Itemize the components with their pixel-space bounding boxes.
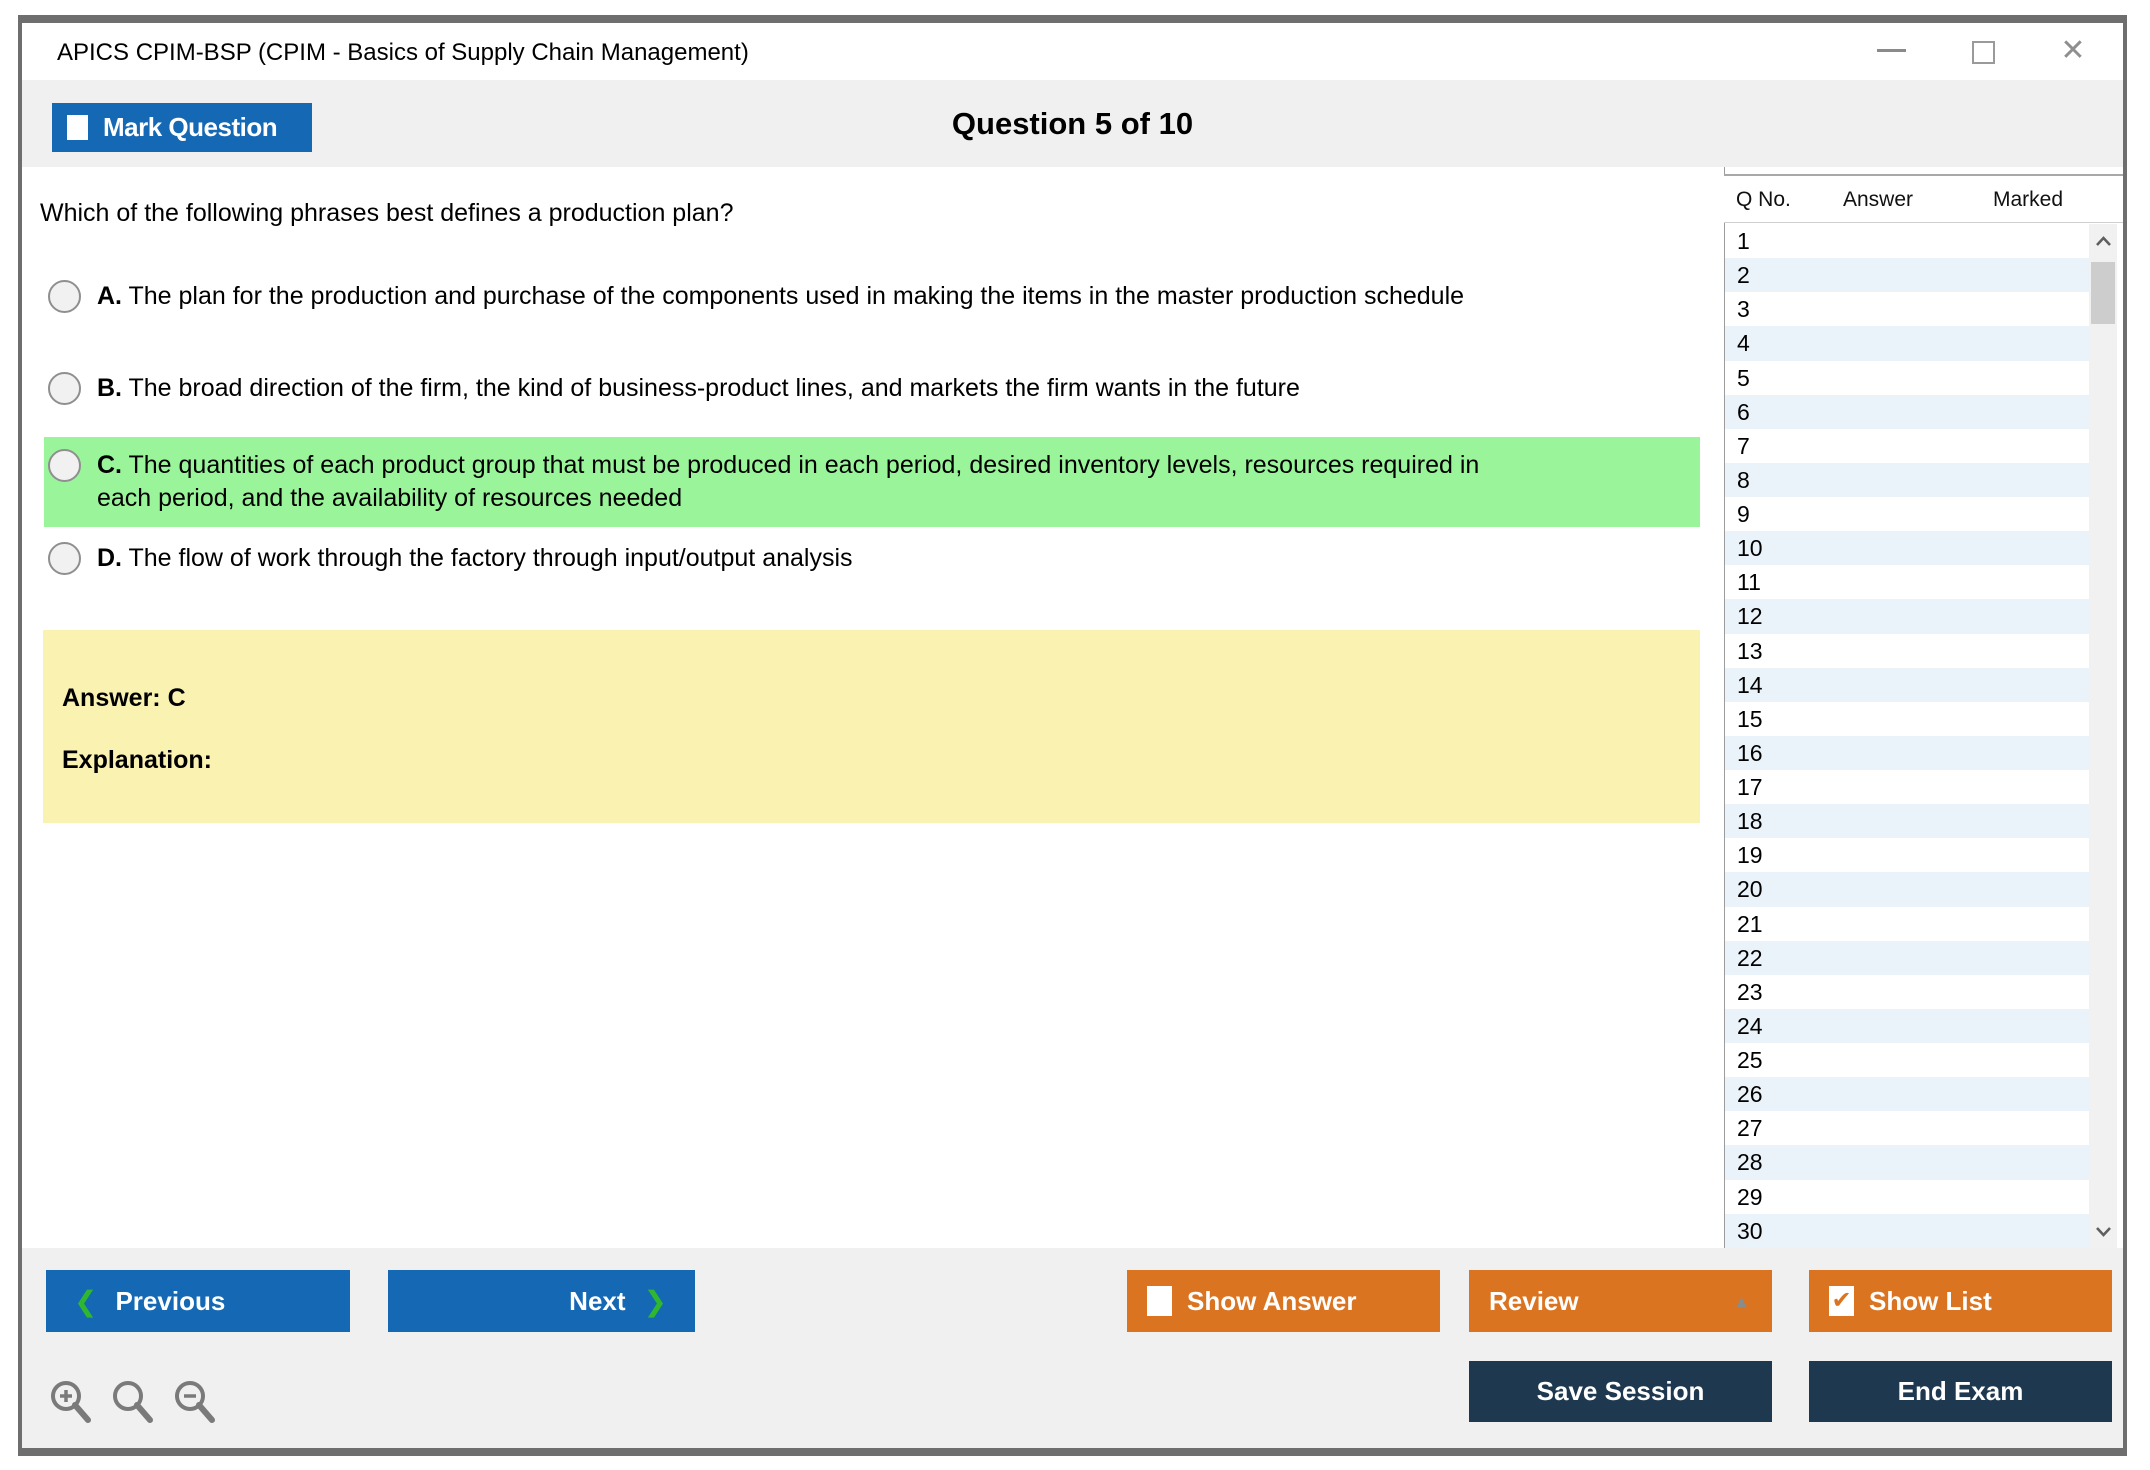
previous-label: Previous	[115, 1285, 226, 1316]
table-row[interactable]: 30	[1725, 1214, 2089, 1248]
checkmark-icon: ✔	[1831, 1287, 1852, 1314]
explanation-label: Explanation:	[62, 746, 213, 774]
show-answer-label: Show Answer	[1187, 1285, 1357, 1316]
title-bar	[22, 23, 2123, 80]
table-row[interactable]: 10	[1725, 531, 2089, 565]
option-b[interactable]	[44, 368, 1700, 409]
close-icon[interactable]: ✕	[2060, 34, 2086, 67]
review-button[interactable]	[1469, 1270, 1772, 1332]
table-row[interactable]: 19	[1725, 838, 2089, 872]
option-c-radio[interactable]	[48, 449, 81, 482]
table-row[interactable]: 25	[1725, 1043, 2089, 1077]
table-row[interactable]: 2	[1725, 258, 2089, 292]
question-list	[1725, 224, 2089, 1248]
table-row[interactable]: 16	[1725, 736, 2089, 770]
table-row[interactable]: 13	[1725, 634, 2089, 668]
table-row[interactable]: 8	[1725, 463, 2089, 497]
magnifier-icon[interactable]	[110, 1378, 160, 1430]
previous-button[interactable]	[46, 1270, 350, 1332]
option-a-radio[interactable]	[48, 280, 81, 313]
option-a[interactable]	[44, 276, 1700, 317]
show-list-checkbox[interactable]	[1829, 1286, 1854, 1316]
chevron-left-icon: ❮	[74, 1285, 98, 1317]
table-row[interactable]: 9	[1725, 497, 2089, 531]
option-a-text: A. The plan for the production and purchase of the components used in making the items in the master production schedule	[97, 282, 1465, 310]
table-row[interactable]: 20	[1725, 872, 2089, 906]
table-row[interactable]: 23	[1725, 975, 2089, 1009]
table-row[interactable]: 14	[1725, 668, 2089, 702]
table-row[interactable]: 26	[1725, 1077, 2089, 1111]
mark-question-label: Mark Question	[103, 112, 278, 142]
table-row[interactable]: 17	[1725, 770, 2089, 804]
scroll-up-icon[interactable]	[2089, 224, 2117, 258]
table-row[interactable]: 7	[1725, 429, 2089, 463]
save-session-button[interactable]	[1469, 1361, 1772, 1422]
option-c-text: C. The quantities of each product group that must be produced in each period, desired inventory levels, resources required in each period, and the availability of resources needed	[97, 451, 1480, 512]
question-list-header	[1724, 174, 2123, 223]
table-row[interactable]: 3	[1725, 292, 2089, 326]
next-button[interactable]	[388, 1270, 695, 1332]
table-row[interactable]: 1	[1725, 224, 2089, 258]
table-row[interactable]: 15	[1725, 702, 2089, 736]
option-d-radio[interactable]	[48, 542, 81, 575]
table-row[interactable]: 29	[1725, 1180, 2089, 1214]
show-answer-button[interactable]	[1127, 1270, 1440, 1332]
table-row[interactable]: 6	[1725, 395, 2089, 429]
chevron-right-icon: ❯	[643, 1285, 667, 1317]
table-row[interactable]: 11	[1725, 565, 2089, 599]
scrollbar[interactable]	[2089, 224, 2117, 1248]
scroll-down-icon[interactable]	[2089, 1214, 2117, 1248]
column-answer: Answer	[1843, 188, 1914, 211]
show-list-button[interactable]	[1809, 1270, 2112, 1332]
option-b-radio[interactable]	[48, 372, 81, 405]
answer-explanation-panel	[43, 630, 1700, 823]
option-d[interactable]	[44, 538, 1700, 579]
option-b-text: B. The broad direction of the firm, the kind of business-product lines, and markets the firm wants in the future	[97, 374, 1300, 402]
maximize-icon[interactable]	[1972, 41, 1995, 64]
zoom-out-icon[interactable]	[172, 1378, 222, 1430]
table-row[interactable]: 21	[1725, 907, 2089, 941]
option-d-text: D. The flow of work through the factory through input/output analysis	[97, 544, 853, 572]
review-label: Review	[1489, 1285, 1579, 1316]
table-row[interactable]: 27	[1725, 1111, 2089, 1145]
zoom-in-icon[interactable]	[48, 1378, 98, 1430]
column-marked: Marked	[1993, 188, 2064, 211]
zoom-toolbar	[48, 1378, 222, 1430]
question-text: Which of the following phrases best defines a production plan?	[40, 199, 734, 227]
next-label: Next	[569, 1285, 626, 1316]
show-answer-checkbox[interactable]	[1147, 1286, 1172, 1316]
option-c[interactable]	[44, 437, 1700, 527]
window-title: APICS CPIM-BSP (CPIM - Basics of Supply Chain Management)	[57, 39, 749, 66]
answer-value: Answer: C	[62, 684, 186, 712]
table-row[interactable]: 28	[1725, 1145, 2089, 1179]
table-row[interactable]: 5	[1725, 361, 2089, 395]
question-counter: Question 5 of 10	[951, 106, 1194, 141]
table-row[interactable]: 22	[1725, 941, 2089, 975]
minimize-icon[interactable]	[1877, 49, 1906, 52]
table-row[interactable]: 12	[1725, 599, 2089, 633]
show-list-label: Show List	[1869, 1285, 1992, 1316]
end-exam-button[interactable]	[1809, 1361, 2112, 1422]
caret-up-icon: ▲	[1733, 1292, 1750, 1311]
column-qno: Q No.	[1736, 188, 1791, 211]
scrollbar-thumb[interactable]	[2091, 262, 2115, 324]
table-row[interactable]: 24	[1725, 1009, 2089, 1043]
end-exam-label: End Exam	[1897, 1376, 2024, 1406]
table-row[interactable]: 18	[1725, 804, 2089, 838]
save-session-label: Save Session	[1536, 1376, 1705, 1406]
table-row[interactable]: 4	[1725, 326, 2089, 360]
